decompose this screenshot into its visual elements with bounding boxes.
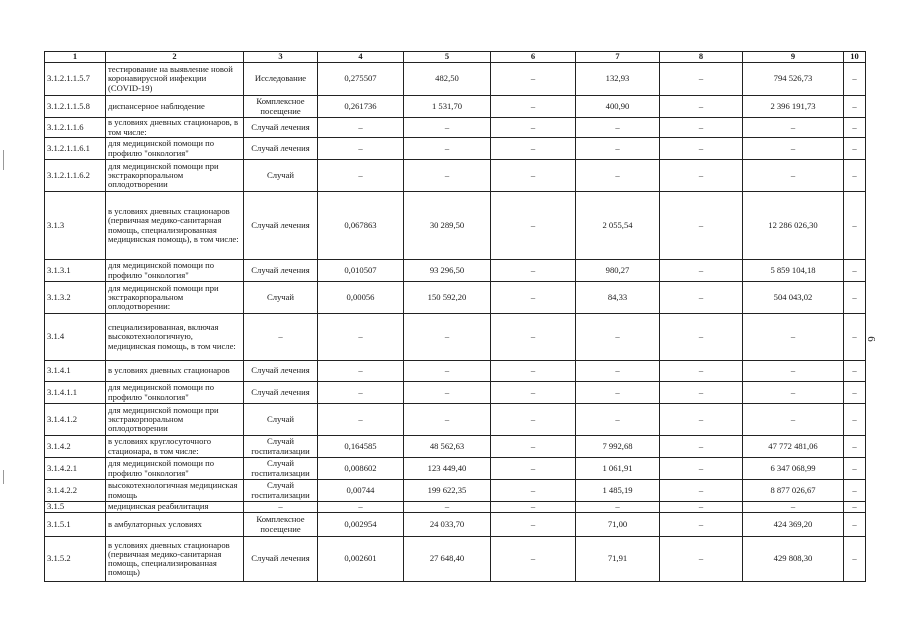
row-code: 3.1.3.2	[45, 282, 106, 314]
value-col-8: –	[660, 480, 743, 502]
value-col-8: –	[660, 361, 743, 382]
value-col-7: –	[576, 138, 660, 160]
row-code: 3.1.2.1.1.5.7	[45, 63, 106, 96]
unit-of-measure: –	[244, 502, 318, 513]
row-code: 3.1.5.2	[45, 537, 106, 582]
value-col-10: –	[844, 404, 866, 436]
value-col-9: 2 396 191,73	[743, 96, 844, 118]
row-name: в условиях дневных стационаров (первичная медико-санитарная помощь, специализированная медицинская помощь), в том числе:	[106, 192, 244, 260]
row-code: 3.1.5.1	[45, 513, 106, 537]
row-name: в амбулаторных условиях	[106, 513, 244, 537]
column-header: 5	[404, 52, 491, 63]
unit-of-measure: Случай госпитализации	[244, 436, 318, 458]
value-col-10: –	[844, 361, 866, 382]
row-code: 3.1.4.2	[45, 436, 106, 458]
value-col-10: –	[844, 513, 866, 537]
row-name: в условиях круглосуточного стационара, в том числе:	[106, 436, 244, 458]
value-col-7: –	[576, 502, 660, 513]
value-col-5: 93 296,50	[404, 260, 491, 282]
value-col-4: 0,067863	[318, 192, 404, 260]
row-code: 3.1.2.1.1.5.8	[45, 96, 106, 118]
table-row	[45, 513, 866, 537]
value-col-10: –	[844, 63, 866, 96]
value-col-7: –	[576, 118, 660, 138]
value-col-8: –	[660, 282, 743, 314]
table-row	[45, 382, 866, 404]
unit-of-measure: Случай	[244, 404, 318, 436]
row-name: для медицинской помощи по профилю "онкология"	[106, 458, 244, 480]
row-name: в условиях дневных стационаров	[106, 361, 244, 382]
row-name: диспансерное наблюдение	[106, 96, 244, 118]
value-col-5: –	[404, 118, 491, 138]
row-code: 3.1.2.1.1.6	[45, 118, 106, 138]
value-col-4: 0,261736	[318, 96, 404, 118]
value-col-4: 0,002601	[318, 537, 404, 582]
value-col-9: 794 526,73	[743, 63, 844, 96]
value-col-4: 0,008602	[318, 458, 404, 480]
row-name: высокотехнологичная медицинская помощь	[106, 480, 244, 502]
value-col-9: 12 286 026,30	[743, 192, 844, 260]
value-col-5: 27 648,40	[404, 537, 491, 582]
scan-edge-mark	[3, 470, 4, 484]
value-col-7: 2 055,54	[576, 192, 660, 260]
value-col-9: 424 369,20	[743, 513, 844, 537]
table-row	[45, 96, 866, 118]
unit-of-measure: Случай	[244, 282, 318, 314]
table-row	[45, 314, 866, 361]
row-code: 3.1.2.1.1.6.1	[45, 138, 106, 160]
row-code: 3.1.3.1	[45, 260, 106, 282]
unit-of-measure: –	[244, 314, 318, 361]
value-col-7: 132,93	[576, 63, 660, 96]
table-row	[45, 160, 866, 192]
value-col-7: 1 485,19	[576, 480, 660, 502]
value-col-8: –	[660, 436, 743, 458]
value-col-7: 980,27	[576, 260, 660, 282]
value-col-10: –	[844, 502, 866, 513]
table-row	[45, 436, 866, 458]
value-col-9: –	[743, 138, 844, 160]
value-col-10: –	[844, 382, 866, 404]
value-col-8: –	[660, 192, 743, 260]
row-code: 3.1.2.1.1.6.2	[45, 160, 106, 192]
row-name: тестирование на выявление новой коронавирусной инфекции (COVID-19)	[106, 63, 244, 96]
value-col-8: –	[660, 382, 743, 404]
value-col-10: –	[844, 458, 866, 480]
value-col-5: 48 562,63	[404, 436, 491, 458]
value-col-5: –	[404, 404, 491, 436]
column-header: 10	[844, 52, 866, 63]
value-col-5: –	[404, 314, 491, 361]
table-row	[45, 260, 866, 282]
value-col-4: –	[318, 314, 404, 361]
value-col-10: –	[844, 282, 866, 314]
value-col-5: 199 622,35	[404, 480, 491, 502]
value-col-10: –	[844, 192, 866, 260]
row-code: 3.1.4	[45, 314, 106, 361]
row-code: 3.1.3	[45, 192, 106, 260]
value-col-9: –	[743, 314, 844, 361]
value-col-7: 400,90	[576, 96, 660, 118]
value-col-8: –	[660, 96, 743, 118]
value-col-5: –	[404, 361, 491, 382]
value-col-10: –	[844, 138, 866, 160]
table-row	[45, 502, 866, 513]
table-row	[45, 282, 866, 314]
unit-of-measure: Случай лечения	[244, 361, 318, 382]
value-col-9: 429 808,30	[743, 537, 844, 582]
value-col-6: –	[491, 513, 576, 537]
table-row	[45, 118, 866, 138]
value-col-4: –	[318, 138, 404, 160]
value-col-6: –	[491, 192, 576, 260]
value-col-7: 7 992,68	[576, 436, 660, 458]
table-row	[45, 458, 866, 480]
value-col-8: –	[660, 138, 743, 160]
table-row	[45, 138, 866, 160]
value-col-9: 504 043,02	[743, 282, 844, 314]
value-col-7: –	[576, 382, 660, 404]
value-col-6: –	[491, 537, 576, 582]
column-header: 8	[660, 52, 743, 63]
value-col-4: 0,002954	[318, 513, 404, 537]
value-col-5: 24 033,70	[404, 513, 491, 537]
value-col-9: 5 859 104,18	[743, 260, 844, 282]
value-col-5: 150 592,20	[404, 282, 491, 314]
row-code: 3.1.5	[45, 502, 106, 513]
value-col-7: 71,00	[576, 513, 660, 537]
page-number: 6	[864, 336, 877, 342]
row-name: в условиях дневных стационаров (первичная медико-санитарная помощь, специализированная помощь)	[106, 537, 244, 582]
value-col-6: –	[491, 138, 576, 160]
value-col-5: –	[404, 160, 491, 192]
value-col-8: –	[660, 260, 743, 282]
column-header: 9	[743, 52, 844, 63]
value-col-9: –	[743, 160, 844, 192]
row-name: для медицинской помощи по профилю "онкология"	[106, 382, 244, 404]
value-col-6: –	[491, 436, 576, 458]
value-col-10: –	[844, 480, 866, 502]
value-col-8: –	[660, 513, 743, 537]
value-col-10: –	[844, 160, 866, 192]
value-col-8: –	[660, 404, 743, 436]
value-col-5: –	[404, 138, 491, 160]
unit-of-measure: Комплексное посещение	[244, 96, 318, 118]
table-body	[45, 63, 866, 582]
unit-of-measure: Случай лечения	[244, 192, 318, 260]
value-col-9: –	[743, 361, 844, 382]
value-col-7: –	[576, 361, 660, 382]
unit-of-measure: Случай лечения	[244, 260, 318, 282]
value-col-6: –	[491, 118, 576, 138]
table-header-row	[45, 52, 866, 63]
value-col-5: 482,50	[404, 63, 491, 96]
value-col-8: –	[660, 63, 743, 96]
value-col-10: –	[844, 537, 866, 582]
value-col-7: –	[576, 314, 660, 361]
table-row	[45, 537, 866, 582]
value-col-8: –	[660, 314, 743, 361]
row-code: 3.1.4.1.1	[45, 382, 106, 404]
value-col-9: –	[743, 382, 844, 404]
row-name: для медицинской помощи при экстракорпоральном оплодотворении:	[106, 282, 244, 314]
row-name: для медицинской помощи по профилю "онкология"	[106, 138, 244, 160]
value-col-4: –	[318, 118, 404, 138]
value-col-7: 71,91	[576, 537, 660, 582]
value-col-6: –	[491, 502, 576, 513]
value-col-6: –	[491, 260, 576, 282]
value-col-4: –	[318, 502, 404, 513]
value-col-6: –	[491, 160, 576, 192]
row-name: медицинская реабилитация	[106, 502, 244, 513]
row-code: 3.1.4.1	[45, 361, 106, 382]
table-row	[45, 361, 866, 382]
value-col-5: –	[404, 502, 491, 513]
value-col-4: 0,00744	[318, 480, 404, 502]
unit-of-measure: Случай лечения	[244, 118, 318, 138]
value-col-6: –	[491, 282, 576, 314]
value-col-10: –	[844, 260, 866, 282]
unit-of-measure: Исследование	[244, 63, 318, 96]
tariff-table	[44, 51, 866, 582]
value-col-5: 1 531,70	[404, 96, 491, 118]
table-row	[45, 404, 866, 436]
column-header: 3	[244, 52, 318, 63]
table-row	[45, 192, 866, 260]
table-row	[45, 63, 866, 96]
value-col-5: –	[404, 382, 491, 404]
value-col-7: –	[576, 160, 660, 192]
value-col-10: –	[844, 314, 866, 361]
value-col-6: –	[491, 458, 576, 480]
value-col-8: –	[660, 118, 743, 138]
value-col-9: 47 772 481,06	[743, 436, 844, 458]
value-col-4: –	[318, 382, 404, 404]
value-col-10: –	[844, 118, 866, 138]
value-col-6: –	[491, 96, 576, 118]
value-col-4: 0,00056	[318, 282, 404, 314]
value-col-5: 30 289,50	[404, 192, 491, 260]
row-code: 3.1.4.2.2	[45, 480, 106, 502]
value-col-7: 84,33	[576, 282, 660, 314]
unit-of-measure: Случай госпитализации	[244, 480, 318, 502]
value-col-6: –	[491, 63, 576, 96]
column-header: 4	[318, 52, 404, 63]
unit-of-measure: Случай госпитализации	[244, 458, 318, 480]
value-col-10: –	[844, 436, 866, 458]
value-col-4: 0,010507	[318, 260, 404, 282]
value-col-6: –	[491, 480, 576, 502]
value-col-10: –	[844, 96, 866, 118]
table-row	[45, 480, 866, 502]
row-code: 3.1.4.2.1	[45, 458, 106, 480]
value-col-4: 0,275507	[318, 63, 404, 96]
unit-of-measure: Случай лечения	[244, 537, 318, 582]
unit-of-measure: Случай лечения	[244, 382, 318, 404]
unit-of-measure: Случай лечения	[244, 138, 318, 160]
value-col-8: –	[660, 458, 743, 480]
row-name: в условиях дневных стационаров, в том числе:	[106, 118, 244, 138]
scan-edge-mark	[3, 150, 4, 170]
unit-of-measure: Комплексное посещение	[244, 513, 318, 537]
value-col-8: –	[660, 537, 743, 582]
value-col-8: –	[660, 160, 743, 192]
value-col-6: –	[491, 404, 576, 436]
column-header: 1	[45, 52, 106, 63]
value-col-9: 6 347 068,99	[743, 458, 844, 480]
unit-of-measure: Случай	[244, 160, 318, 192]
row-name: для медицинской помощи при экстракорпоральном оплодотворении	[106, 404, 244, 436]
value-col-4: –	[318, 361, 404, 382]
column-header: 6	[491, 52, 576, 63]
value-col-6: –	[491, 314, 576, 361]
value-col-9: –	[743, 502, 844, 513]
value-col-6: –	[491, 382, 576, 404]
value-col-8: –	[660, 502, 743, 513]
row-name: специализированная, включая высокотехнологичную, медицинская помощь, в том числе:	[106, 314, 244, 361]
column-header: 7	[576, 52, 660, 63]
value-col-4: 0,164585	[318, 436, 404, 458]
value-col-7: –	[576, 404, 660, 436]
value-col-9: 8 877 026,67	[743, 480, 844, 502]
row-name: для медицинской помощи при экстракорпоральном оплодотворении	[106, 160, 244, 192]
value-col-6: –	[491, 361, 576, 382]
column-header: 2	[106, 52, 244, 63]
value-col-7: 1 061,91	[576, 458, 660, 480]
value-col-5: 123 449,40	[404, 458, 491, 480]
value-col-4: –	[318, 160, 404, 192]
value-col-9: –	[743, 404, 844, 436]
value-col-4: –	[318, 404, 404, 436]
row-code: 3.1.4.1.2	[45, 404, 106, 436]
row-name: для медицинской помощи по профилю "онкология"	[106, 260, 244, 282]
value-col-9: –	[743, 118, 844, 138]
